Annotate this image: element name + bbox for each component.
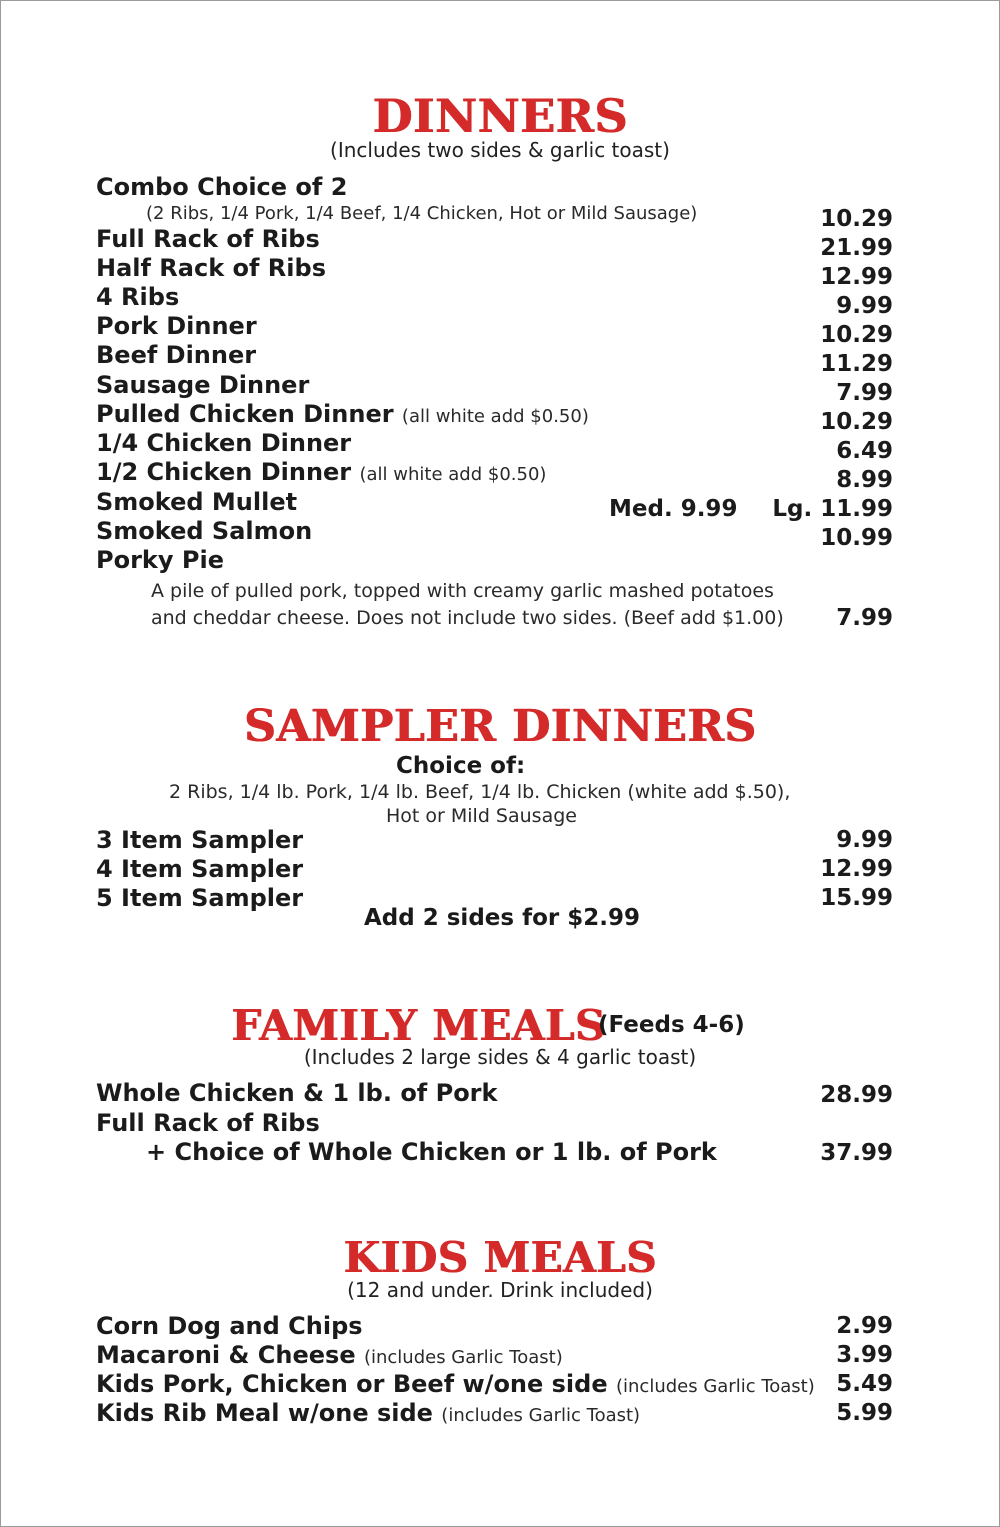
price-sausage-dinner: 7.99 [836,380,893,406]
family-heading: FAMILY MEALS [231,1001,606,1050]
item-note: (all white add $0.50) [401,406,589,427]
menu-item-quarter-chicken: 1/4 Chicken Dinner [96,429,352,457]
sampler-add-sides: Add 2 sides for $2.99 [364,905,640,931]
menu-item-smoked-mullet: Smoked Mullet [96,488,298,516]
item-note: (all white add $0.50) [359,464,547,485]
price-combo: 10.29 [820,206,893,232]
menu-item-kids-rib [96,1399,640,1427]
menu-item-corn-dog: Corn Dog and Chips [96,1312,363,1340]
price-3-sampler: 9.99 [836,827,893,853]
sampler-choice-line-1: 2 Ribs, 1/4 lb. Pork, 1/4 lb. Beef, 1/4 lb. Chicken (white add $.50), [169,781,791,803]
item-name: Macaroni & Cheese [96,1341,356,1369]
sampler-choice-line-2: Hot or Mild Sausage [386,805,577,827]
dinners-heading: DINNERS [372,89,628,143]
item-note: (includes Garlic Toast) [441,1405,641,1426]
price-quarter-chicken: 6.49 [836,438,893,464]
item-note: (includes Garlic Toast) [615,1376,815,1397]
menu-item-kids-pork [96,1370,815,1398]
price-mac-cheese: 3.99 [836,1342,893,1368]
price-family-full-rack: 37.99 [820,1140,893,1166]
menu-item-whole-chicken-pork: Whole Chicken & 1 lb. of Pork [96,1079,498,1107]
menu-item-half-chicken [96,458,546,486]
price-beef-dinner: 11.29 [820,351,893,377]
dinners-subtitle: (Includes two sides & garlic toast) [330,138,670,162]
menu-item-smoked-salmon: Smoked Salmon [96,517,313,545]
price-corn-dog: 2.99 [836,1313,893,1339]
price-pulled-chicken: 10.29 [820,409,893,435]
menu-item-5-sampler: 5 Item Sampler [96,884,304,912]
kids-heading: KIDS MEALS [343,1233,657,1282]
menu-item-pulled-chicken [96,400,589,428]
price-5-sampler: 15.99 [820,885,893,911]
menu-item-porky-pie: Porky Pie [96,546,224,574]
porky-pie-desc-1: A pile of pulled pork, topped with creamy garlic mashed potatoes [151,580,774,602]
price-4-ribs: 9.99 [836,293,893,319]
price-half-rack: 12.99 [820,264,893,290]
price-kids-rib: 5.99 [836,1400,893,1426]
sampler-choice-label: Choice of: [396,753,526,779]
menu-item-sausage-dinner: Sausage Dinner [96,371,310,399]
menu-item-combo: Combo Choice of 2 [96,173,348,201]
menu-item-half-rack: Half Rack of Ribs [96,254,326,282]
kids-subtitle: (12 and under. Drink included) [347,1278,653,1302]
combo-detail: (2 Ribs, 1/4 Pork, 1/4 Beef, 1/4 Chicken, Hot or Mild Sausage) [146,203,698,224]
price-mullet-large: Lg. 11.99 [772,496,893,522]
menu-item-pork-dinner: Pork Dinner [96,312,257,340]
menu-item-full-rack: Full Rack of Ribs [96,225,320,253]
menu-item-4-sampler: 4 Item Sampler [96,855,304,883]
menu-item-mac-cheese [96,1341,563,1369]
price-4-sampler: 12.99 [820,856,893,882]
price-whole-chicken-pork: 28.99 [820,1082,893,1108]
price-kids-pork: 5.49 [836,1371,893,1397]
price-half-chicken: 8.99 [836,467,893,493]
price-full-rack: 21.99 [820,235,893,261]
item-note: (includes Garlic Toast) [363,1347,563,1368]
price-smoked-salmon: 10.99 [820,525,893,551]
menu-item-beef-dinner: Beef Dinner [96,341,257,369]
price-mullet-medium: Med. 9.99 [609,496,738,522]
porky-pie-desc-2: and cheddar cheese. Does not include two sides. (Beef add $1.00) [151,607,784,629]
price-pork-dinner: 10.29 [820,322,893,348]
family-subtitle: (Includes 2 large sides & 4 garlic toast) [303,1045,697,1069]
menu-item-family-full-rack: Full Rack of Ribs [96,1109,320,1137]
item-name: 1/2 Chicken Dinner [96,458,352,486]
menu-item-4-ribs: 4 Ribs [96,283,180,311]
menu-item-3-sampler: 3 Item Sampler [96,826,304,854]
family-feeds: (Feeds 4-6) [598,1012,745,1038]
item-name: Kids Rib Meal w/one side [96,1399,433,1427]
item-name: Kids Pork, Chicken or Beef w/one side [96,1370,608,1398]
family-full-rack-detail: + Choice of Whole Chicken or 1 lb. of Pork [146,1138,717,1166]
price-porky-pie: 7.99 [836,605,893,631]
item-name: Pulled Chicken Dinner [96,400,394,428]
sampler-heading: SAMPLER DINNERS [243,701,757,752]
